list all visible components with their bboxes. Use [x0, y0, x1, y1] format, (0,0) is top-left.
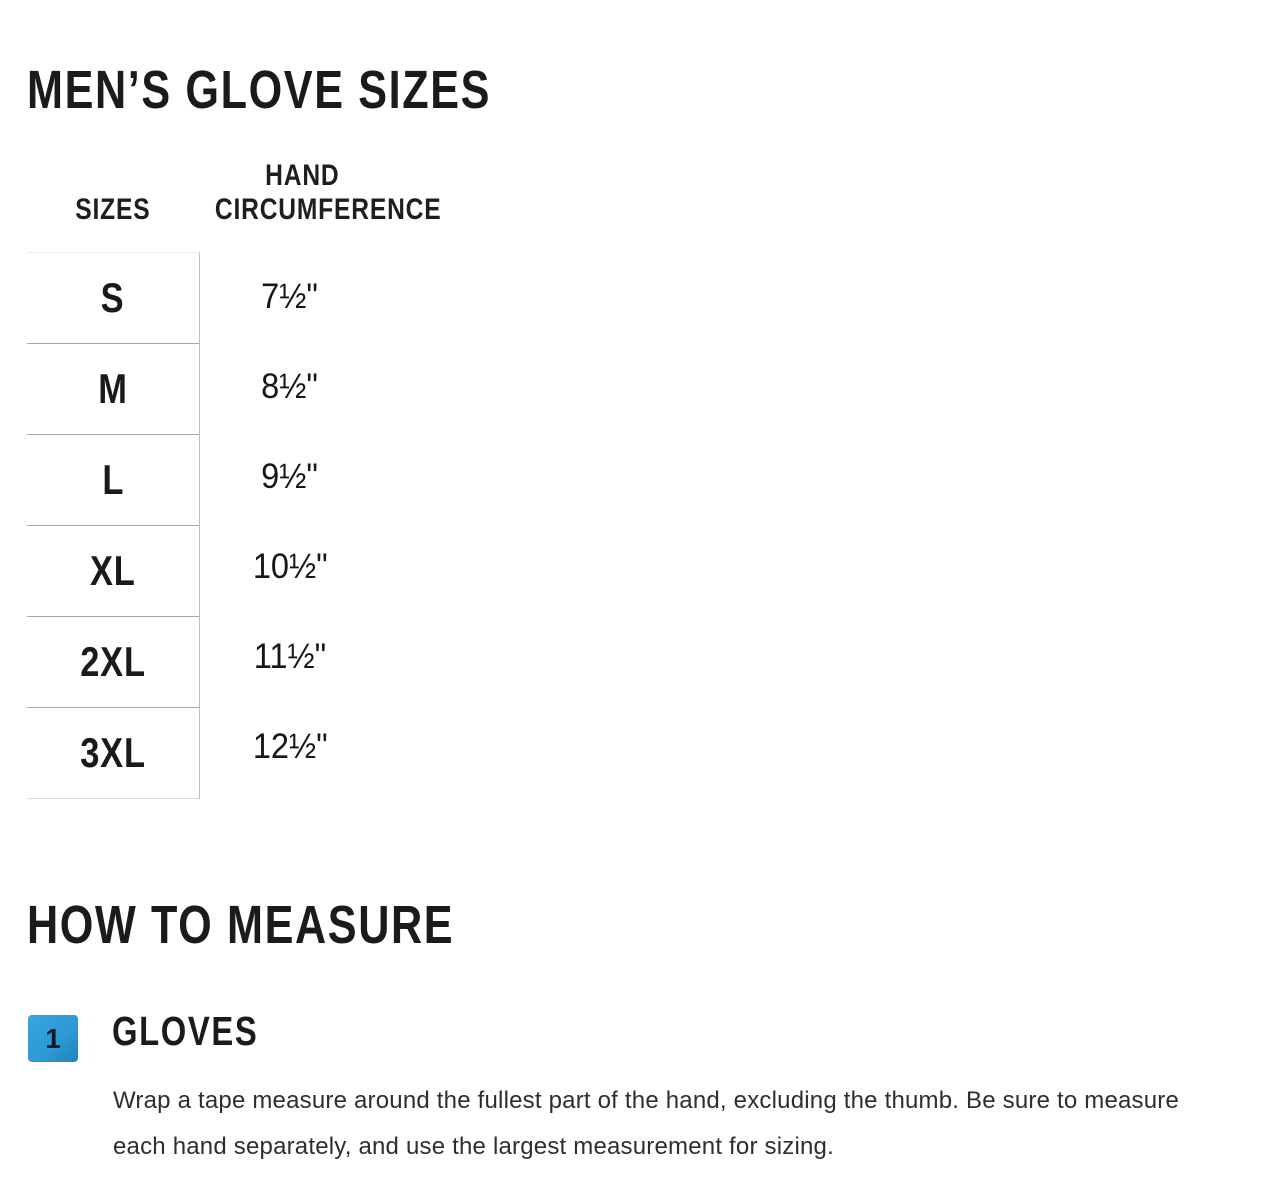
- circumference-column: [200, 252, 380, 792]
- step-description: [113, 1078, 1263, 1170]
- size-cell-m: M: [27, 344, 199, 435]
- circumference-cell-2xl: 11½": [253, 637, 327, 676]
- size-cell-3xl: 3XL: [27, 708, 199, 799]
- circumference-cell-l: 9½": [261, 457, 319, 496]
- page-title: [27, 62, 607, 118]
- step-label-gloves: GLOVES: [112, 1008, 259, 1054]
- circumference-cell-xl: 10½": [252, 547, 328, 586]
- step-description-line2: each hand separately, and use the largest measurement for sizing.: [113, 1133, 834, 1160]
- col-header-hand: HAND: [264, 159, 340, 192]
- step-description-line1: Wrap a tape measure around the fullest part of the hand, excluding the thumb. Be sure to measure: [113, 1087, 1180, 1114]
- step-number-badge: [28, 1015, 78, 1062]
- circumference-cell-s: 7½": [261, 277, 319, 316]
- col-header-sizes: SIZES: [75, 193, 151, 226]
- sizes-column: [27, 252, 200, 799]
- page-title-text: MEN’S GLOVE SIZES: [27, 60, 492, 120]
- size-cell-xl: XL: [27, 526, 199, 617]
- step-number: 1: [45, 1022, 61, 1054]
- size-cell-s: S: [27, 253, 199, 344]
- how-to-measure-title: HOW TO MEASURE: [27, 895, 455, 955]
- size-cell-2xl: 2XL: [27, 617, 199, 708]
- col-header-hand-circumference: [190, 159, 442, 227]
- size-cell-l: L: [27, 435, 199, 526]
- col-header-circumference: CIRCUMFERENCE: [214, 193, 442, 226]
- circumference-cell-3xl: 12½": [252, 727, 328, 766]
- circumference-cell-m: 8½": [261, 367, 319, 406]
